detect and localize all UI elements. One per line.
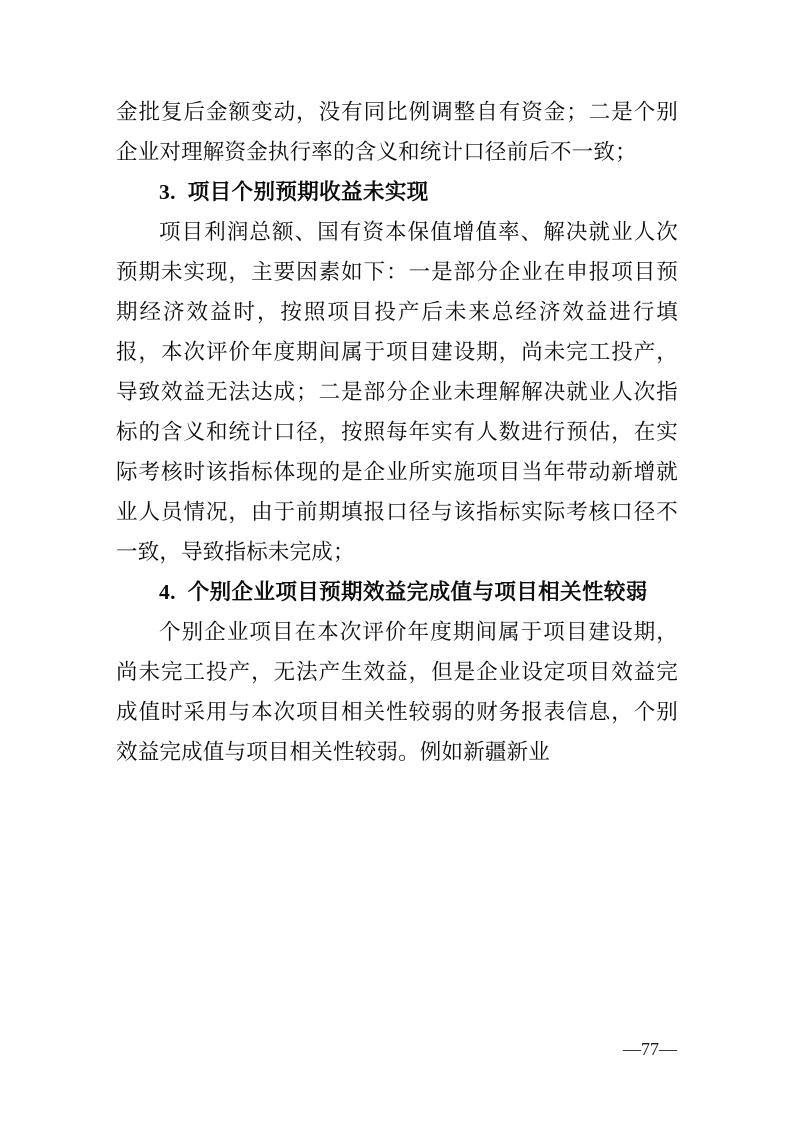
heading-3-number: 3. bbox=[159, 180, 176, 204]
paragraph-1: 项目利润总额、国有资本保值增值率、解决就业人次预期未实现，主要因素如下：一是部分企业在申报项目预期经济效益时，按照项目投产后未来总经济效益进行填报，本次评价年度期间属于项目建设期，尚未完工投产，导致效益无法达成；二是部分企业未理解解决就业人次指标的含义和统计口径，按照每年实有人数进行预估，在实际考核时该指标体现的是企业所实施项目当年带动新增就业人员情况，由于前期填报口径与该指标实际考核口径不一致，导致指标未完成； bbox=[116, 220, 678, 564]
heading-3-text: 项目个别预期收益未实现 bbox=[187, 180, 429, 204]
document-body bbox=[116, 92, 678, 772]
heading-4-number: 4. bbox=[159, 580, 176, 604]
heading-4-text: 个别企业项目预期效益完成值与项目相关性较弱 bbox=[187, 580, 648, 604]
paragraph-2: 个别企业项目在本次评价年度期间属于项目建设期，尚未完工投产，无法产生效益，但是企业设定项目效益完成值时采用与本次项目相关性较弱的财务报表信息，个别效益完成值与项目相关性较弱。例如新疆新业 bbox=[116, 620, 678, 764]
heading-4 bbox=[116, 572, 678, 612]
page-number: —77— bbox=[623, 1039, 677, 1059]
paragraph-continuation: 金批复后金额变动，没有同比例调整自有资金；二是个别企业对理解资金执行率的含义和统计口径前后不一致； bbox=[116, 100, 678, 164]
heading-3 bbox=[116, 172, 678, 212]
